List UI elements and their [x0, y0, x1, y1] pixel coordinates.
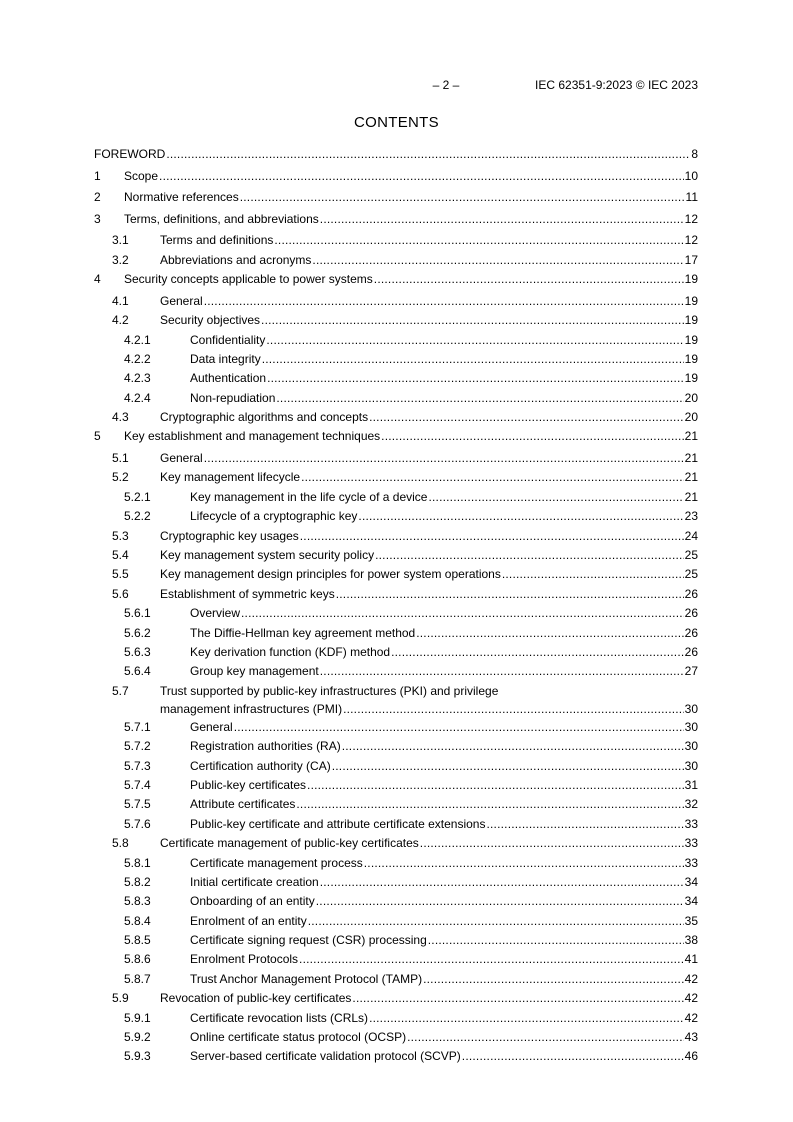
toc-entry[interactable]	[94, 855, 698, 874]
toc-dot-leader	[166, 146, 690, 162]
contents-title: CONTENTS	[354, 114, 439, 131]
toc-entry-page: 25	[684, 567, 698, 582]
toc-entry[interactable]	[94, 893, 698, 912]
toc-entry-number: 5.7.2	[124, 739, 151, 754]
toc-entry-number: 5.1	[112, 451, 129, 466]
toc-entry-number: 3.1	[112, 233, 129, 248]
toc-entry-title: Authentication	[190, 371, 267, 386]
toc-entry-title: Certificate management process	[190, 855, 363, 870]
toc-entry-title: Key derivation function (KDF) method	[190, 644, 391, 659]
toc-entry-page: 24	[684, 528, 698, 543]
toc-entry-number: 4.3	[112, 410, 129, 425]
toc-dot-leader	[204, 450, 684, 466]
toc-entry-title: Key management in the life cycle of a device	[190, 489, 428, 504]
toc-dot-leader	[296, 796, 683, 812]
toc-entry[interactable]	[94, 625, 698, 644]
toc-entry-title: Key management lifecycle	[160, 470, 301, 485]
toc-entry-title: Security concepts applicable to power systems	[124, 272, 373, 287]
toc-entry-page: 42	[684, 991, 698, 1006]
toc-entry-title: General	[160, 293, 203, 308]
toc-entry-page: 26	[684, 625, 698, 640]
toc-entry-title: Certification authority (CA)	[190, 758, 331, 773]
toc-entry[interactable]	[94, 913, 698, 932]
toc-entry-page: 30	[684, 758, 698, 773]
toc-entry[interactable]	[94, 777, 698, 796]
toc-entry-number: 5.7.3	[124, 758, 151, 773]
page-number: – 2 –	[432, 78, 460, 92]
toc-dot-leader	[375, 547, 684, 563]
toc-dot-leader	[240, 189, 685, 205]
toc-dot-leader	[342, 738, 684, 754]
toc-dot-leader	[316, 893, 684, 909]
toc-entry-title: Establishment of symmetric keys	[160, 586, 335, 601]
toc-dot-leader	[299, 951, 684, 967]
toc-entry-number: 1	[94, 168, 101, 183]
toc-dot-leader	[307, 777, 684, 793]
toc-dot-leader	[336, 586, 684, 602]
toc-entry[interactable]	[94, 409, 698, 428]
toc-entry-page: 20	[684, 390, 698, 405]
toc-entry-number: 3	[94, 211, 101, 226]
toc-dot-leader	[241, 605, 684, 621]
toc-entry-number: 5.9.2	[124, 1030, 151, 1045]
toc-dot-leader	[301, 469, 684, 485]
toc-entry-title: Initial certificate creation	[190, 874, 319, 889]
toc-dot-leader	[320, 874, 684, 890]
toc-entry-title-continued: management infrastructures (PMI)	[160, 701, 343, 716]
toc-entry[interactable]	[94, 211, 698, 233]
toc-entry-number: 3.2	[112, 252, 129, 267]
toc-entry-title: Trust Anchor Management Protocol (TAMP)	[190, 971, 423, 986]
toc-dot-leader	[262, 351, 684, 367]
toc-entry-title: Enrolment Protocols	[190, 952, 299, 967]
toc-entry-title: Overview	[190, 606, 241, 621]
toc-entry[interactable]	[94, 566, 698, 585]
toc-dot-leader	[416, 625, 683, 641]
document-copyright: IEC 62351-9:2023 © IEC 2023	[535, 78, 698, 92]
toc-entry-number: 5.7.1	[124, 719, 151, 734]
toc-dot-leader	[267, 370, 684, 386]
table-of-contents	[94, 146, 698, 1068]
toc-entry-number: 4.2	[112, 313, 129, 328]
toc-entry-number: 5.8.6	[124, 952, 151, 967]
toc-dot-leader	[332, 758, 684, 774]
toc-entry[interactable]	[94, 758, 698, 777]
toc-entry-page: 19	[684, 293, 698, 308]
toc-entry-page: 42	[684, 1010, 698, 1025]
toc-dot-leader	[300, 528, 684, 544]
toc-entry-number: 5.2.1	[124, 489, 151, 504]
toc-entry-title: General	[190, 719, 233, 734]
toc-entry-number: 5.4	[112, 548, 129, 563]
toc-entry-page: 19	[684, 313, 698, 328]
toc-entry[interactable]	[94, 719, 698, 738]
toc-dot-leader	[320, 211, 684, 227]
toc-entry-number: 4.2.4	[124, 390, 151, 405]
toc-dot-leader	[352, 990, 683, 1006]
toc-entry[interactable]	[94, 796, 698, 815]
toc-dot-leader	[159, 168, 684, 184]
toc-entry[interactable]	[94, 450, 698, 469]
toc-entry[interactable]	[94, 252, 698, 271]
toc-entry-number: 5.8	[112, 836, 129, 851]
toc-entry-number: 5.8.3	[124, 894, 151, 909]
toc-entry[interactable]	[94, 271, 698, 293]
toc-entry[interactable]	[94, 683, 698, 719]
toc-entry-page: 11	[685, 190, 698, 205]
toc-entry-number: 5.5	[112, 567, 129, 582]
toc-entry-page: 33	[684, 855, 698, 870]
toc-entry-title: Key management design principles for power system operations	[160, 567, 501, 582]
toc-dot-leader	[358, 508, 683, 524]
toc-entry-title: Cryptographic algorithms and concepts	[160, 410, 369, 425]
toc-entry-page: 34	[684, 894, 698, 909]
toc-entry-title: Online certificate status protocol (OCSP)	[190, 1030, 407, 1045]
toc-entry-page: 21	[684, 451, 698, 466]
toc-entry-page: 25	[684, 548, 698, 563]
toc-entry[interactable]	[94, 874, 698, 893]
toc-entry[interactable]	[94, 370, 698, 389]
toc-entry[interactable]	[94, 508, 698, 527]
toc-entry-page: 23	[684, 509, 698, 524]
toc-entry-title: Abbreviations and acronyms	[160, 252, 312, 267]
toc-entry-number: 4	[94, 272, 101, 287]
toc-entry-title: Normative references	[124, 190, 239, 205]
toc-entry-title: Certificate signing request (CSR) processing	[190, 933, 427, 948]
toc-entry-title: Registration authorities (RA)	[190, 739, 341, 754]
toc-entry-page: 33	[684, 836, 698, 851]
toc-entry-page: 43	[684, 1030, 698, 1045]
toc-dot-leader	[428, 489, 683, 505]
toc-entry[interactable]	[94, 605, 698, 624]
toc-entry-page: 17	[684, 252, 698, 267]
toc-dot-leader	[369, 1010, 684, 1026]
toc-entry-title: Non-repudiation	[190, 390, 276, 405]
toc-entry-page: 42	[684, 971, 698, 986]
toc-dot-leader	[381, 428, 683, 444]
toc-entry-page: 46	[684, 1049, 698, 1064]
toc-entry[interactable]	[94, 489, 698, 508]
toc-entry-number: 4.2.3	[124, 371, 151, 386]
toc-entry-page: 19	[684, 272, 698, 287]
toc-entry-title: Key establishment and management techniques	[124, 429, 381, 444]
toc-entry-title: Onboarding of an entity	[190, 894, 315, 909]
toc-entry-number: 5.8.7	[124, 971, 151, 986]
page-header	[94, 78, 698, 94]
toc-entry-number: 5.8.4	[124, 913, 151, 928]
toc-entry-number: 5.2.2	[124, 509, 151, 524]
toc-entry-number: 5.3	[112, 528, 129, 543]
toc-entry-number: 5.6	[112, 586, 129, 601]
toc-dot-leader	[502, 566, 684, 582]
toc-entry-page: 30	[684, 739, 698, 754]
toc-dot-leader	[274, 232, 683, 248]
toc-entry-title: Trust supported by public-key infrastructures (PKI) and privilege	[160, 683, 499, 698]
toc-entry-title: Server-based certificate validation protocol (SCVP)	[190, 1049, 461, 1064]
toc-entry[interactable]	[94, 469, 698, 488]
toc-dot-leader	[320, 663, 684, 679]
toc-entry-number: 5.6.3	[124, 644, 151, 659]
toc-entry-title: Security objectives	[160, 313, 261, 328]
toc-entry-number: 5.6.4	[124, 664, 151, 679]
toc-entry-title: Data integrity	[190, 351, 261, 366]
toc-entry[interactable]	[94, 351, 698, 370]
toc-entry-page: 21	[684, 429, 698, 444]
toc-entry-number: 2	[94, 190, 101, 205]
toc-entry-title: General	[160, 451, 203, 466]
toc-dot-leader	[261, 312, 684, 328]
toc-entry[interactable]	[94, 663, 698, 682]
toc-entry-page: 19	[684, 351, 698, 366]
toc-entry-number: 5.8.2	[124, 874, 151, 889]
toc-entry[interactable]	[94, 1010, 698, 1029]
toc-entry-number: 4.1	[112, 293, 129, 308]
toc-entry[interactable]	[94, 971, 698, 990]
toc-entry-page: 19	[684, 371, 698, 386]
toc-entry-number: 5.9	[112, 991, 129, 1006]
toc-entry-number: 5.7.4	[124, 777, 151, 792]
toc-entry[interactable]	[94, 390, 698, 409]
toc-entry-title: Scope	[124, 168, 159, 183]
toc-entry-page: 30	[684, 701, 698, 716]
toc-entry-page: 26	[684, 606, 698, 621]
toc-entry-page: 35	[684, 913, 698, 928]
toc-entry-number: 5	[94, 429, 101, 444]
toc-entry-page: 20	[684, 410, 698, 425]
toc-dot-leader	[308, 913, 684, 929]
toc-entry[interactable]	[94, 293, 698, 312]
toc-entry-page: 10	[684, 168, 698, 183]
toc-entry-page: 38	[684, 933, 698, 948]
toc-entry-page: 27	[684, 664, 698, 679]
toc-dot-leader	[462, 1048, 684, 1064]
toc-entry-page: 26	[684, 644, 698, 659]
toc-entry[interactable]	[94, 146, 698, 168]
toc-dot-leader	[428, 932, 684, 948]
toc-entry[interactable]	[94, 586, 698, 605]
toc-entry-number: 5.7.5	[124, 797, 151, 812]
toc-entry-page: 21	[684, 489, 698, 504]
toc-entry-number: 5.6.1	[124, 606, 151, 621]
toc-entry-page: 32	[684, 797, 698, 812]
toc-entry-title: Group key management	[190, 664, 319, 679]
toc-entry[interactable]	[94, 644, 698, 663]
toc-entry-page: 12	[684, 233, 698, 248]
toc-entry[interactable]	[94, 932, 698, 951]
toc-entry[interactable]	[94, 990, 698, 1009]
toc-dot-leader	[266, 332, 683, 348]
toc-entry[interactable]	[94, 951, 698, 970]
toc-entry-page: 33	[684, 816, 698, 831]
toc-entry-page: 41	[684, 952, 698, 967]
toc-entry[interactable]	[94, 312, 698, 331]
toc-entry-title: Public-key certificate and attribute certificate extensions	[190, 816, 486, 831]
toc-entry[interactable]	[94, 528, 698, 547]
toc-entry-title: FOREWORD	[94, 147, 166, 161]
toc-entry-page: 21	[684, 470, 698, 485]
toc-entry-page: 12	[684, 211, 698, 226]
toc-entry-number: 5.9.3	[124, 1049, 151, 1064]
toc-entry-title: Revocation of public-key certificates	[160, 991, 352, 1006]
toc-dot-leader	[486, 816, 683, 832]
toc-entry-number: 5.2	[112, 470, 129, 485]
toc-dot-leader	[364, 855, 684, 871]
toc-entry-title: Lifecycle of a cryptographic key	[190, 509, 358, 524]
toc-entry[interactable]	[94, 816, 698, 835]
toc-entry-title: Certificate management of public-key certificates	[160, 836, 419, 851]
toc-entry[interactable]	[94, 547, 698, 566]
toc-dot-leader	[343, 701, 684, 717]
toc-entry-number: 4.2.2	[124, 351, 151, 366]
toc-entry-title: Confidentiality	[190, 332, 266, 347]
toc-dot-leader	[276, 390, 683, 406]
toc-entry-title: Terms, definitions, and abbreviations	[124, 211, 319, 226]
toc-entry-page: 8	[691, 147, 698, 161]
toc-entry[interactable]	[94, 232, 698, 251]
toc-dot-leader	[423, 971, 684, 987]
toc-dot-leader	[374, 271, 684, 287]
toc-entry-title: The Diffie-Hellman key agreement method	[190, 625, 416, 640]
toc-entry-page: 34	[684, 874, 698, 889]
toc-entry-page: 31	[684, 777, 698, 792]
toc-entry-title: Enrolment of an entity	[190, 913, 307, 928]
toc-entry[interactable]	[94, 738, 698, 757]
toc-dot-leader	[391, 644, 684, 660]
toc-entry-title: Cryptographic key usages	[160, 528, 299, 543]
toc-dot-leader	[420, 835, 684, 851]
toc-entry-number: 5.9.1	[124, 1010, 151, 1025]
toc-entry-title: Certificate revocation lists (CRLs)	[190, 1010, 369, 1025]
toc-entry[interactable]	[94, 1048, 698, 1067]
toc-entry-title: Terms and definitions	[160, 233, 274, 248]
toc-entry-number: 5.6.2	[124, 625, 151, 640]
toc-dot-leader	[407, 1029, 684, 1045]
toc-entry-number: 5.8.1	[124, 855, 151, 870]
toc-entry-title: Attribute certificates	[190, 797, 296, 812]
toc-entry-page: 19	[684, 332, 698, 347]
toc-dot-leader	[312, 252, 683, 268]
toc-entry[interactable]	[94, 428, 698, 450]
toc-entry-page: 26	[684, 586, 698, 601]
toc-entry[interactable]	[94, 168, 698, 190]
toc-entry-number: 5.7	[112, 683, 129, 698]
toc-entry-page: 30	[684, 719, 698, 734]
toc-entry-title: Public-key certificates	[190, 777, 307, 792]
toc-entry-number: 5.7.6	[124, 816, 151, 831]
toc-dot-leader	[369, 409, 684, 425]
toc-entry[interactable]	[94, 332, 698, 351]
toc-entry[interactable]	[94, 835, 698, 854]
toc-dot-leader	[234, 719, 684, 735]
toc-entry-number: 5.8.5	[124, 933, 151, 948]
toc-entry-title: Key management system security policy	[160, 548, 375, 563]
toc-dot-leader	[204, 293, 684, 309]
toc-entry-number: 4.2.1	[124, 332, 151, 347]
toc-entry[interactable]	[94, 1029, 698, 1048]
toc-entry[interactable]	[94, 189, 698, 211]
